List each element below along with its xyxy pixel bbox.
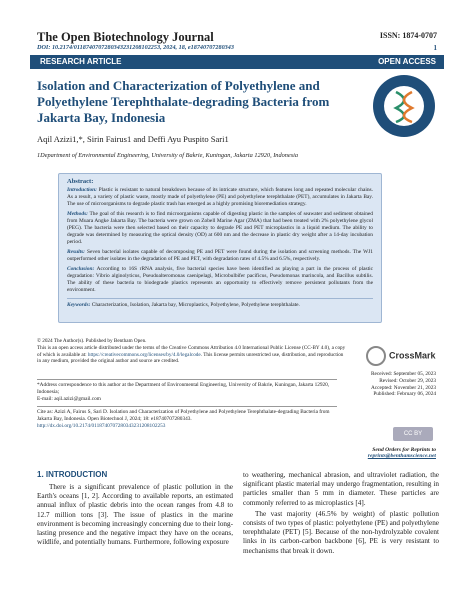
abstract-box bbox=[58, 173, 382, 323]
page-number: 1 bbox=[433, 44, 437, 52]
keywords: Keywords: Characterization, Isolation, Jakarta bay, Microplastics, Polyethylene, Polyethylene terephthalate. bbox=[67, 298, 373, 309]
abstract-results: Results: Seven bacterial isolates capable of decomposing PE and PET were found during the isolation and screening methods. The WJ1 outperformed other isolates in the degradation of PE and PET, with degradation rates of 4.5% and 6.5%, respectively. bbox=[67, 249, 373, 262]
crossmark-icon bbox=[366, 346, 386, 366]
correspondence: *Address correspondence to this author at the Department of Environmental Engineering, University of Bakrie, Kuningan, Jakarta 12920, Indonesia; E-mail: aqil.azizi@gmail.com bbox=[37, 379, 337, 402]
citation-link[interactable]: http://dx.doi.org/10.2174/0118740707280343231208102253 bbox=[37, 422, 166, 429]
correspondence-email[interactable]: E-mail: aqil.azizi@gmail.com bbox=[37, 395, 101, 402]
abstract-conclusion: Conclusion: According to 16S rRNA analysis, five bacterial species have been identified as playing a part in the process of plastic degradation: Vibrio alginolyticus, Pseudoalteromonas caenipelagi, Microbulbifer pacificus, Pseudomonas marincola, and Bacillus subtilis. The ability of these bacteria to biodegrade plastics represents an opportunity to effectively remove persistent pollutants from the environment. bbox=[67, 266, 373, 293]
crossmark-button[interactable]: CrossMark bbox=[366, 346, 436, 366]
article-type: RESEARCH ARTICLE bbox=[40, 57, 122, 66]
article-type-bar bbox=[30, 55, 444, 69]
abstract-introduction: Introduction: Plastic is resistant to natural breakdown because of its intricate structure, which features long and repeated molecular chains. As a result, a variety of plastic waste, mostly made of polyethylene (PE) and polyethylene terephthalate (PET), accumulates in Jakarta Bay. The use of microorganisms to degrade plastic trash has emerged as a highly promising bioremediation strategy. bbox=[67, 187, 373, 207]
reprints-email[interactable]: reprints@benthamscience.net bbox=[367, 453, 436, 459]
affiliation: 1Department of Environmental Engineering, University of Bakrie, Kuningan, Jakarta 12920, Indonesia bbox=[37, 152, 299, 159]
reprints-info: Send Orders for Reprints to reprints@benthamscience.net bbox=[360, 447, 436, 459]
body-paragraph: The vast majority (46.5% by weight) of plastic pollution consists of two types of plastic: polyethylene (PE) and polyethylene terephthalate (PET) [5]. Because of the non-hydrolyzable covalent links in its carbon-carbon backbone [6], PE is very resistant to mechanisms that break it down. bbox=[243, 509, 439, 555]
article-title: Isolation and Characterization of Polyethylene and Polyethylene Terephthalate-degrading Bacteria from Jakarta Bay, Indonesia bbox=[37, 78, 330, 125]
cc-by-icon[interactable]: CC BY bbox=[393, 427, 433, 441]
abstract-methods: Methods: The goal of this research is to find microorganisms capable of digesting plastic in the samples of seawater and sediment obtained from Muara Angke Jakarta Bay. The bacteria were grown on Zobell Marine Agar (ZMA) that had been treated with 2% polyethylene glycol (PEG). The bacteria were then selected based on their capacity to degrade PE and PET microplastics in a liquid medium. The ability to degrade was determined by measuring the optical density (OD) at 600 nm and the decrease in plastic dry weight after a 14-day incubation period. bbox=[67, 211, 373, 245]
abstract-heading: Abstract: bbox=[67, 178, 94, 185]
body-column-left bbox=[37, 483, 233, 549]
citation: Cite as: Azizi A, Fairus S, Sari D. Isolation and Characterization of Polyethylene and Polyethylene Terephthalate-degrading Bacteria from Jakarta Bay, Indonesia. Open Biotechnol J, 2024; 18: e18740707280343. http://dx.doi.org/10.2174/0118740707280343231208102253 bbox=[37, 406, 337, 429]
authors: Aqil Azizi1,*, Sirin Fairus1 and Deffi Ayu Puspito Sari1 bbox=[37, 134, 229, 144]
body-column-right bbox=[243, 471, 439, 558]
license-link[interactable]: https://creativecommons.org/licenses/by/4.0/legalcode bbox=[87, 351, 201, 358]
publication-dates: Received: September 05, 2023 Revised: October 29, 2023 Accepted: November 21, 2023 Published: February 06, 2024 bbox=[370, 371, 436, 398]
issn: ISSN: 1874-0707 bbox=[379, 31, 437, 40]
open-access-label: OPEN ACCESS bbox=[378, 57, 436, 66]
journal-title: The Open Biotechnology Journal bbox=[37, 30, 214, 44]
journal-logo-icon bbox=[372, 74, 436, 138]
doi-line[interactable]: DOI: 10.2174/0118740707280343231208102253, 2024, 18, e18740707280343 bbox=[37, 44, 234, 51]
section-heading: 1. INTRODUCTION bbox=[37, 470, 108, 479]
body-paragraph: to weathering, mechanical abrasion, and ultraviolet radiation, the significant plastic material may undergo fragmentation, resulting in particles smaller than 5 mm in diameter. These particles are commonly referred to as microplastics [4]. bbox=[243, 471, 439, 507]
license-text: © 2024 The Author(s). Published by Bentham Open. This is an open access article distributed under the terms of the Creative Commons Attribution 4.0 International Public License (CC-BY 4.0), a copy of which is available at: https://creativecommons.org/licenses/by/4.0/legalcode. This license permits unrestricted use, distribution, and reproduction in any medium, provided the original author and source are credited. bbox=[37, 338, 346, 365]
body-paragraph: There is a significant prevalence of plastic pollution in the Earth's oceans [1, 2]. According to available reports, an estimated annual influx of plastic debris into the ocean ranges from 4.8 to 12.7 million tons [3]. The issue of plastics in the marine environment is becoming increasingly concerning due to their long-lasting presence and the negative impact they have on the oceans, wildlife, and potentially humans. Furthermore, following exposure bbox=[37, 483, 233, 547]
